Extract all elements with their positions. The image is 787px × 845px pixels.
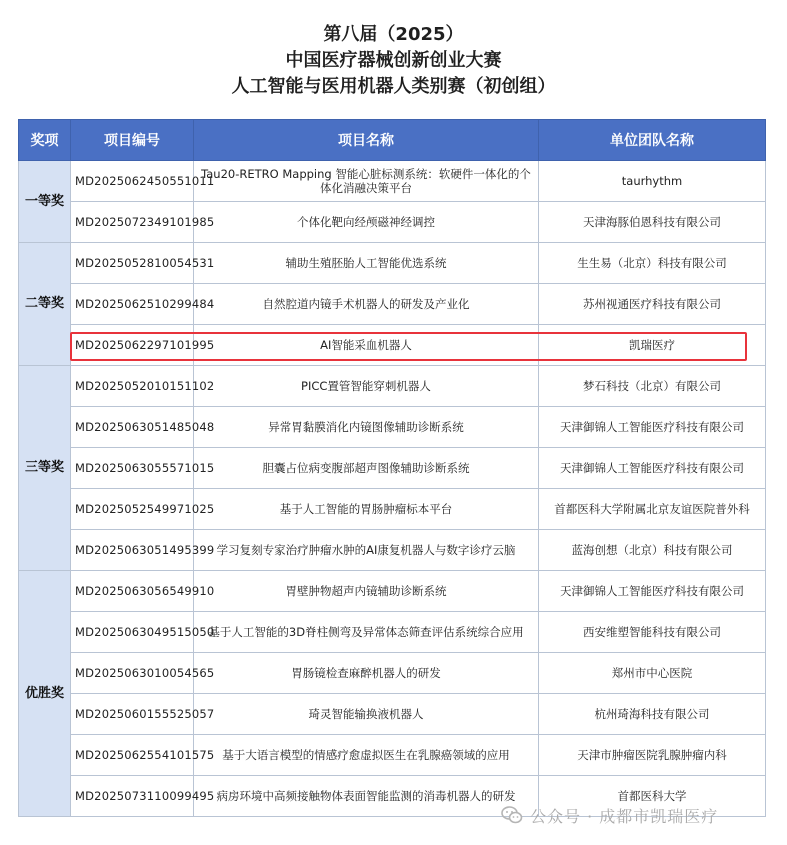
header-award: 奖项 xyxy=(19,120,71,161)
award-cell-first: 一等奖 xyxy=(19,161,71,243)
title-block xyxy=(0,22,787,100)
project-name: 病房环境中高频接触物体表面智能监测的消毒机器人的研发 xyxy=(194,776,539,817)
awards-table xyxy=(18,119,766,817)
table-row xyxy=(19,284,766,325)
project-name: 辅助生殖胚胎人工智能优选系统 xyxy=(194,243,539,284)
project-code: MD2025063056549910 xyxy=(71,571,194,612)
team-name: 凯瑞医疗 xyxy=(539,325,766,366)
project-code: MD2025063049515050 xyxy=(71,612,194,653)
table-row xyxy=(19,448,766,489)
table-row-highlighted xyxy=(19,325,766,366)
project-name: 个体化靶向经颅磁神经调控 xyxy=(194,202,539,243)
title-line-3: 人工智能与医用机器人类别赛（初创组） xyxy=(231,76,556,97)
team-name: 天津市肿瘤医院乳腺肿瘤内科 xyxy=(539,735,766,776)
table-row xyxy=(19,407,766,448)
table-row xyxy=(19,161,766,202)
team-name: 天津御锦人工智能医疗科技有限公司 xyxy=(539,571,766,612)
team-name: 蓝海创想（北京）科技有限公司 xyxy=(539,530,766,571)
project-code: MD2025062297101995 xyxy=(71,325,194,366)
table-header-row xyxy=(19,120,766,161)
project-name: Tau20-RETRO Mapping 智能心脏标测系统：软硬件一体化的个体化消融决策平台 xyxy=(194,161,539,202)
project-name: 基于大语言模型的情感疗愈虚拟医生在乳腺癌领域的应用 xyxy=(194,735,539,776)
header-code: 项目编号 xyxy=(71,120,194,161)
team-name: 首都医科大学 xyxy=(539,776,766,817)
project-code: MD2025060155525057 xyxy=(71,694,194,735)
team-name: 天津海豚伯恩科技有限公司 xyxy=(539,202,766,243)
project-name: 异常胃黏膜消化内镜图像辅助诊断系统 xyxy=(194,407,539,448)
project-code: MD2025063051495399 xyxy=(71,530,194,571)
table-row xyxy=(19,530,766,571)
table-row xyxy=(19,366,766,407)
award-cell-excellence: 优胜奖 xyxy=(19,571,71,817)
project-code: MD2025052810054531 xyxy=(71,243,194,284)
project-name: 胃肠镜检查麻醉机器人的研发 xyxy=(194,653,539,694)
project-name: 胃壁肿物超声内镜辅助诊断系统 xyxy=(194,571,539,612)
table-row xyxy=(19,571,766,612)
table-row xyxy=(19,694,766,735)
team-name: taurhythm xyxy=(539,161,766,202)
project-code: MD2025073110099495 xyxy=(71,776,194,817)
table-row xyxy=(19,735,766,776)
table-row xyxy=(19,202,766,243)
project-name: 胆囊占位病变腹部超声图像辅助诊断系统 xyxy=(194,448,539,489)
project-code: MD2025063055571015 xyxy=(71,448,194,489)
project-name: 自然腔道内镜手术机器人的研发及产业化 xyxy=(194,284,539,325)
title-line-2: 中国医疗器械创新创业大赛 xyxy=(285,50,502,71)
project-name: 基于人工智能的胃肠肿瘤标本平台 xyxy=(194,489,539,530)
team-name: 杭州琦海科技有限公司 xyxy=(539,694,766,735)
header-name: 项目名称 xyxy=(194,120,539,161)
team-name: 苏州视通医疗科技有限公司 xyxy=(539,284,766,325)
project-name: 学习复刻专家治疗肿瘤水肿的AI康复机器人与数字诊疗云脑 xyxy=(194,530,539,571)
team-name: 郑州市中心医院 xyxy=(539,653,766,694)
team-name: 生生易（北京）科技有限公司 xyxy=(539,243,766,284)
team-name: 梦石科技（北京）有限公司 xyxy=(539,366,766,407)
team-name: 首都医科大学附属北京友谊医院普外科 xyxy=(539,489,766,530)
project-name: AI智能采血机器人 xyxy=(194,325,539,366)
award-cell-second: 二等奖 xyxy=(19,243,71,366)
watermark xyxy=(500,801,770,829)
project-code: MD2025052549971025 xyxy=(71,489,194,530)
project-code: MD2025062510299484 xyxy=(71,284,194,325)
table-row xyxy=(19,653,766,694)
header-unit: 单位团队名称 xyxy=(539,120,766,161)
project-code: MD2025063051485048 xyxy=(71,407,194,448)
project-name: 琦灵智能输换液机器人 xyxy=(194,694,539,735)
project-code: MD2025052010151102 xyxy=(71,366,194,407)
title-line-1: 第八届（2025） xyxy=(323,24,464,45)
wechat-icon xyxy=(500,803,524,827)
table-row xyxy=(19,612,766,653)
table-row xyxy=(19,489,766,530)
project-name: 基于人工智能的3D脊柱侧弯及异常体态筛查评估系统综合应用 xyxy=(194,612,539,653)
project-code: MD2025063010054565 xyxy=(71,653,194,694)
award-cell-third: 三等奖 xyxy=(19,366,71,571)
watermark-text: 公众号 · 成都市凯瑞医疗 xyxy=(530,806,719,826)
project-code: MD2025072349101985 xyxy=(71,202,194,243)
team-name: 天津御锦人工智能医疗科技有限公司 xyxy=(539,407,766,448)
table-row xyxy=(19,243,766,284)
project-name: PICC置管智能穿刺机器人 xyxy=(194,366,539,407)
project-code: MD2025062554101575 xyxy=(71,735,194,776)
project-code: MD2025062450551011 xyxy=(71,161,194,202)
team-name: 天津御锦人工智能医疗科技有限公司 xyxy=(539,448,766,489)
team-name: 西安维塑智能科技有限公司 xyxy=(539,612,766,653)
